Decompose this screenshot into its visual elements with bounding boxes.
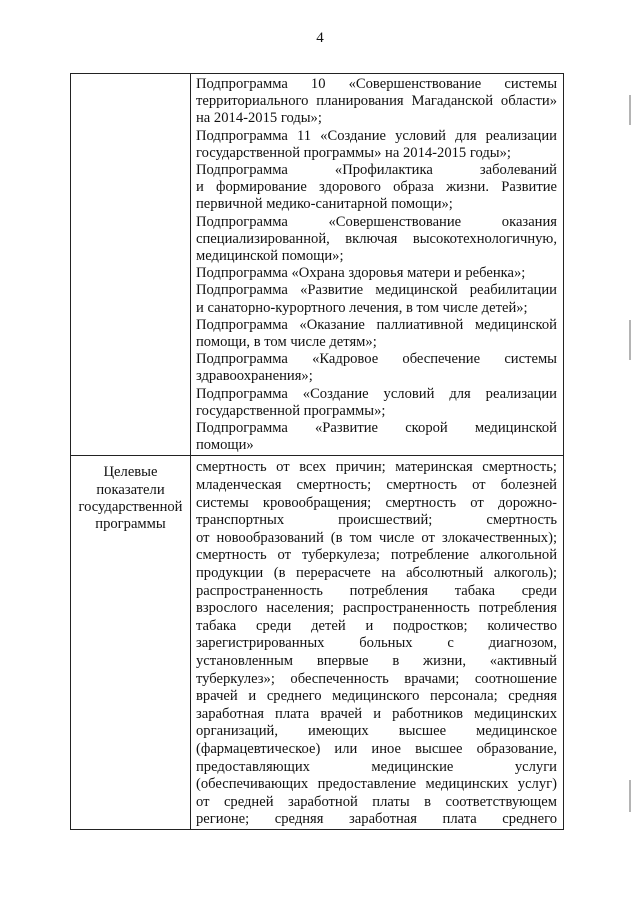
- text-line: первичной медико-санитарной помощи»;: [196, 196, 453, 213]
- scan-edge-mark: [629, 320, 631, 360]
- text-line: медицинской помощи»;: [196, 248, 344, 265]
- text-line: помощи, в том числе детям»;: [196, 334, 377, 351]
- scan-edge-mark: [629, 95, 631, 125]
- text-line: смертность от туберкулеза; потребление алкогольной: [196, 547, 557, 564]
- text-line: на 2014-2015 годы»;: [196, 110, 322, 127]
- label-line: показатели: [96, 481, 165, 498]
- text-line: территориального планирования Магаданской области»: [196, 93, 557, 110]
- text-line: от новообразований (в том числе от злокачественных);: [196, 529, 557, 546]
- text-line: регионе; средняя заработная плата среднего: [196, 811, 557, 828]
- scan-edge-mark: [629, 780, 631, 812]
- table-row: [71, 456, 564, 829]
- page-number: 4: [316, 30, 324, 46]
- text-line: табака среди детей и подростков; количество: [196, 617, 557, 634]
- text-line: системы кровообращения; смертность от дорожно-: [196, 494, 557, 511]
- text-line: распространенность потребления табака среди: [196, 582, 557, 599]
- text-line: младенческая смертность; смертность от болезней: [196, 477, 557, 494]
- row-label-cell: [71, 456, 191, 829]
- text-line: Подпрограмма «Оказание паллиативной медицинской: [196, 316, 557, 333]
- text-line: Подпрограмма «Создание условий для реализации: [196, 385, 557, 402]
- text-line: Подпрограмма «Охрана здоровья матери и ребенка»;: [196, 265, 526, 282]
- text-line: Подпрограмма «Профилактика заболеваний: [196, 162, 557, 179]
- subprograms-text: [191, 74, 563, 455]
- text-line: от средней заработной платы в соответствующем: [196, 793, 557, 810]
- text-line: и санаторно-курортного лечения, в том числе детей»;: [196, 299, 528, 316]
- text-line: помощи»: [196, 437, 254, 454]
- text-line: государственной программы» на 2014-2015 годы»;: [196, 144, 511, 161]
- text-line: взрослого населения; распространенность потребления: [196, 600, 557, 617]
- label-line: государственной: [78, 498, 183, 515]
- text-line: (обеспечивающих предоставление медицинских услуг): [196, 776, 557, 793]
- text-line: специализированной, включая высокотехнологичную,: [196, 230, 557, 247]
- program-table: [70, 73, 564, 830]
- text-line: транспортных происшествий; смертность: [196, 512, 557, 529]
- text-line: (фармацевтическое) или иное высшее образование,: [196, 740, 557, 757]
- target-indicators-label: [71, 456, 190, 533]
- text-line: смертность от всех причин; материнская смертность;: [196, 459, 557, 476]
- label-line: Целевые: [103, 464, 158, 481]
- text-line: Подпрограмма «Совершенствование оказания: [196, 213, 557, 230]
- text-line: здравоохранения»;: [196, 368, 313, 385]
- text-line: врачей и среднего медицинского персонала; средняя: [196, 688, 557, 705]
- text-line: туберкулез»; обеспеченность врачами; соотношение: [196, 670, 557, 687]
- text-line: установленным впервые в жизни, «активный: [196, 653, 557, 669]
- text-line: продукции (в перерасчете на абсолютный алкоголь);: [196, 565, 557, 582]
- text-line: зарегистрированных больных с диагнозом,: [196, 635, 557, 652]
- text-line: предоставляющих медицинские услуги: [196, 758, 557, 775]
- text-line: Подпрограмма «Развитие скорой медицинской: [196, 420, 557, 437]
- text-line: и формирование здорового образа жизни. Развитие: [196, 179, 557, 196]
- text-line: организаций, имеющих высшее медицинское: [196, 723, 557, 740]
- text-line: Подпрограмма «Кадровое обеспечение системы: [196, 351, 557, 368]
- text-line: Подпрограмма 11 «Создание условий для реализации: [196, 127, 557, 144]
- text-line: Подпрограмма 10 «Совершенствование системы: [196, 76, 557, 92]
- text-line: заработная плата врачей и работников медицинских: [196, 705, 557, 722]
- label-line: программы: [95, 516, 166, 533]
- text-line: государственной программы»;: [196, 402, 386, 419]
- table-row: [71, 74, 564, 456]
- indicators-text: [191, 456, 563, 828]
- indicators-cell: [191, 456, 564, 829]
- row-label-cell: [71, 74, 191, 456]
- subprograms-cell: [191, 74, 564, 456]
- text-line: Подпрограмма «Развитие медицинской реабилитации: [196, 282, 557, 299]
